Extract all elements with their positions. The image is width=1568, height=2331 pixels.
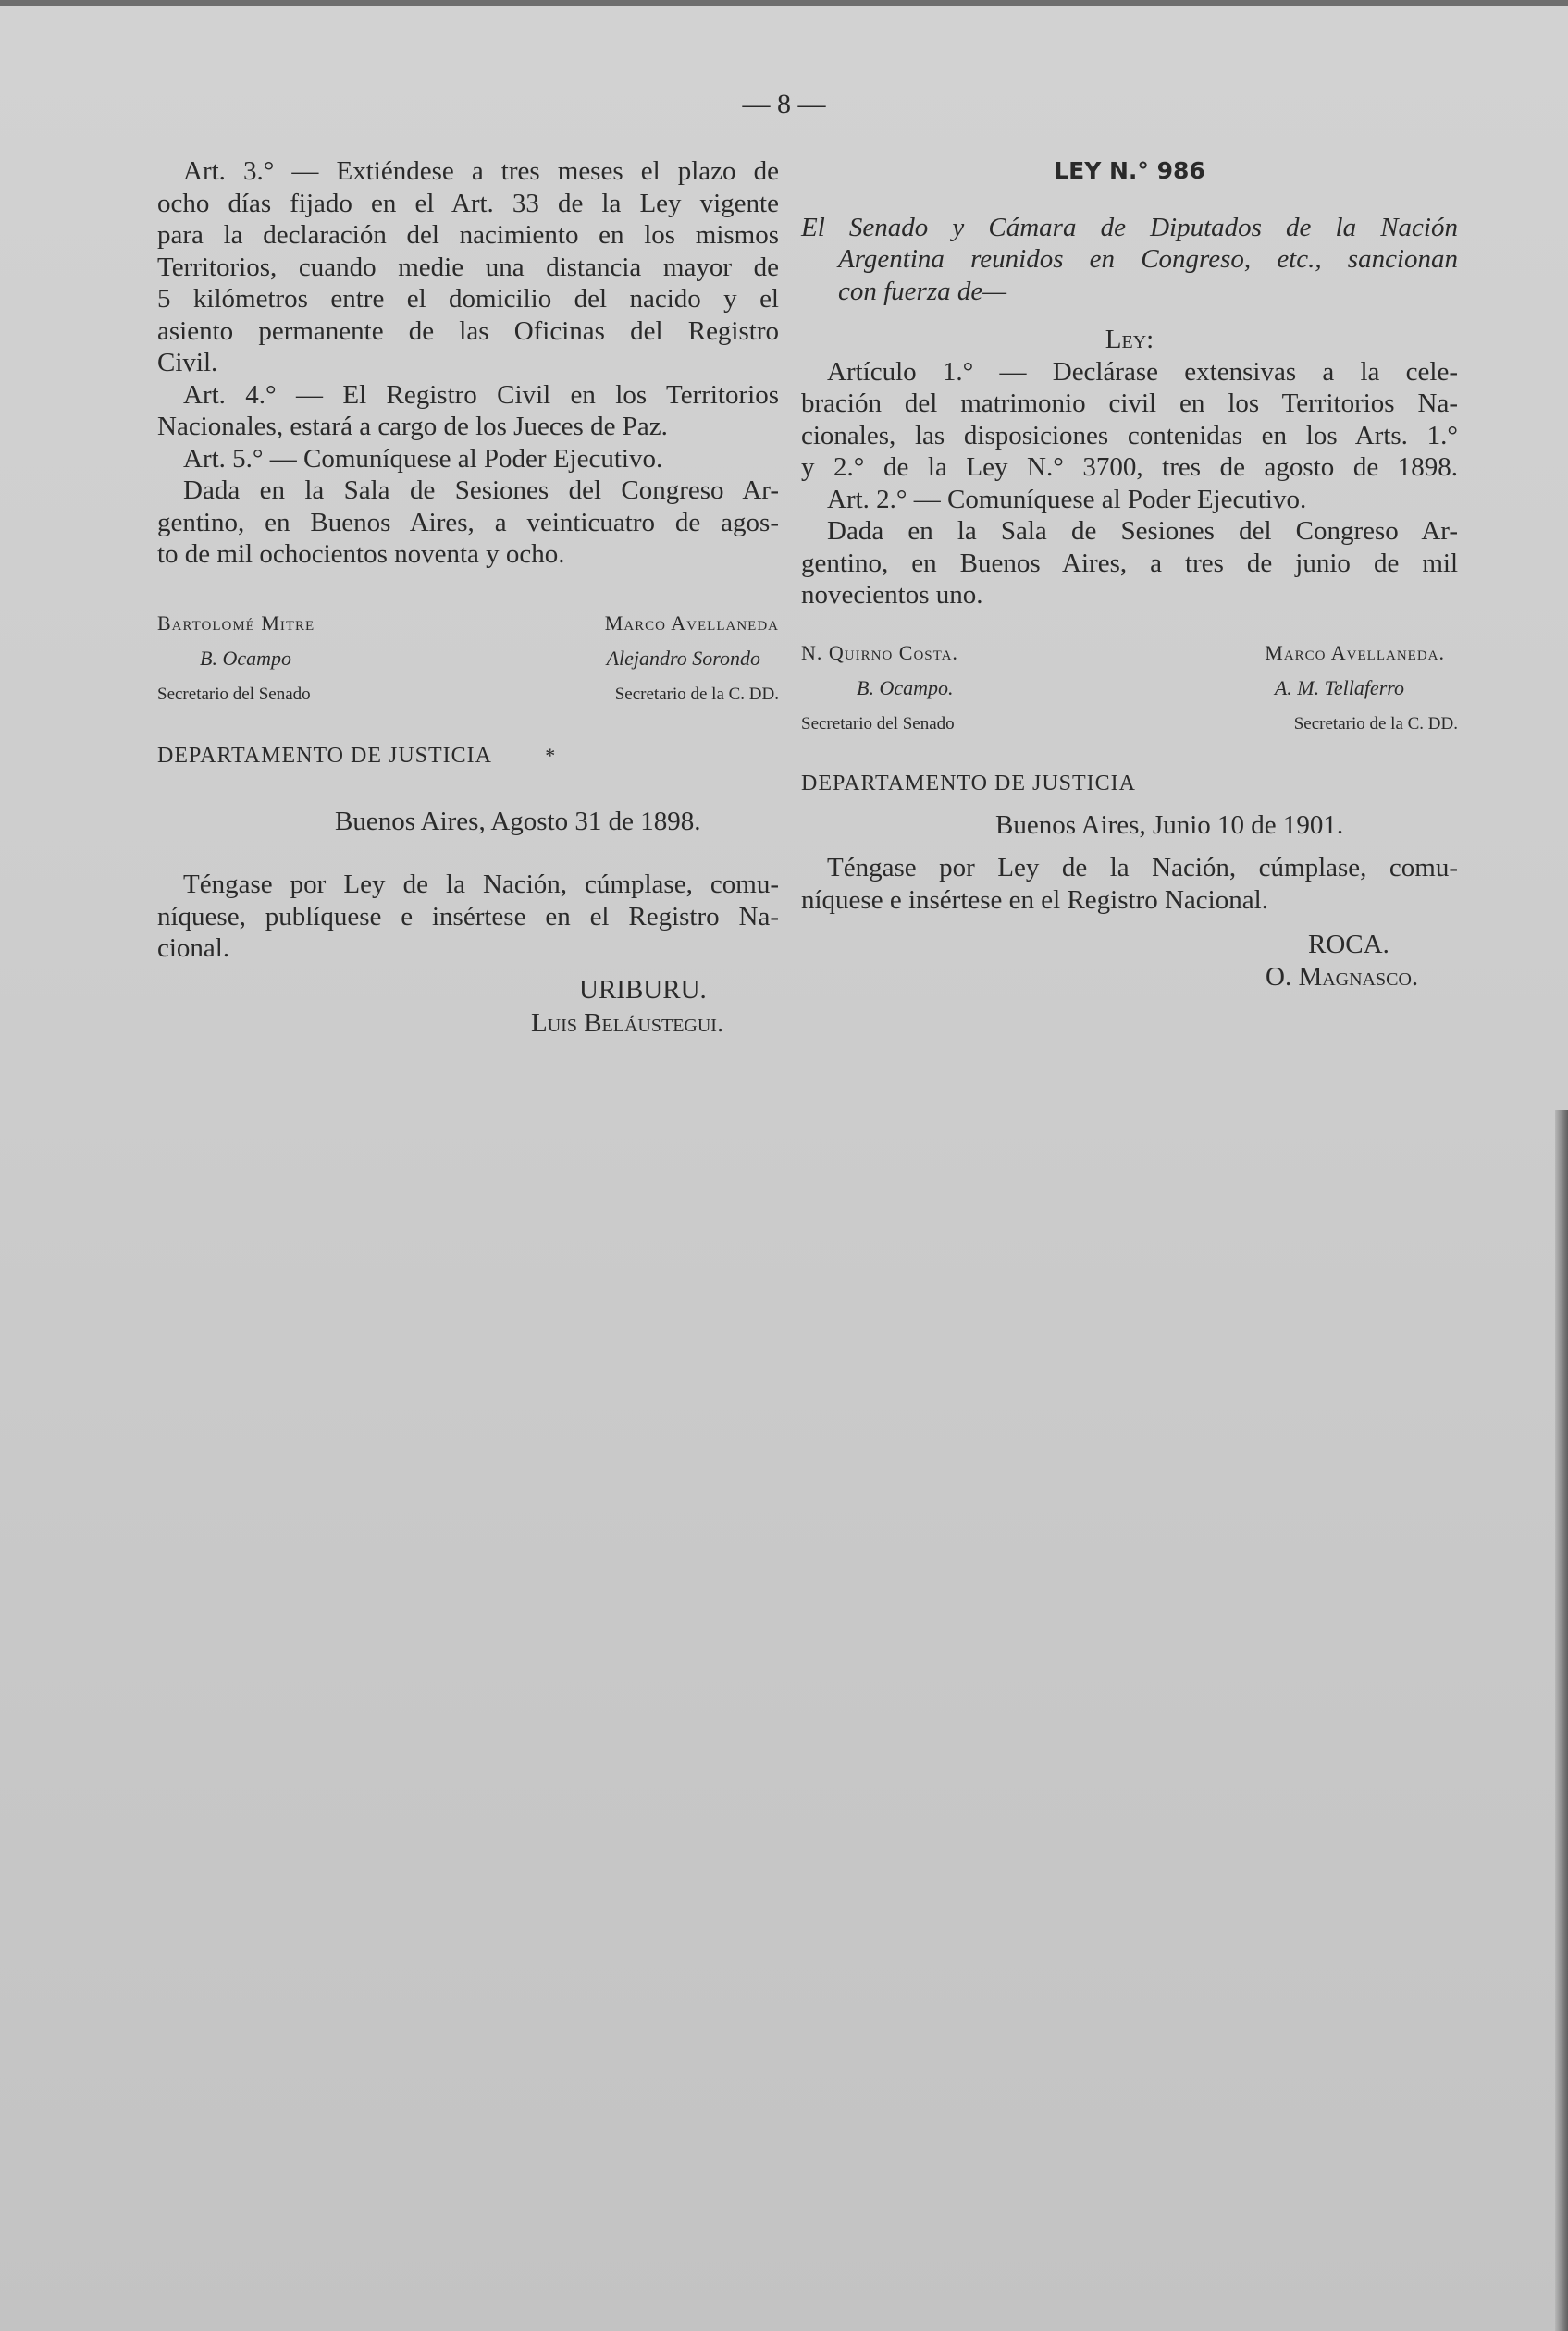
right-preamble: [801, 212, 1458, 308]
left-department-row: [157, 738, 779, 772]
secretary-name: A. M. Tellaferro: [1274, 676, 1404, 699]
left-dada: [157, 475, 779, 571]
text-line: asiento permanente de las Oficinas del Registro: [157, 315, 779, 346]
right-art1: [801, 356, 1458, 484]
right-column: [801, 155, 1458, 993]
secretary-role: Secretario de la C. DD.: [1293, 713, 1458, 734]
left-art3: [157, 155, 779, 379]
text-line: cional.: [157, 933, 230, 963]
right-art2: Art. 2.° — Comuníquese al Poder Ejecutivo.: [827, 484, 1307, 514]
text-line: Argentina reunidos en Congreso, etc., sancionan: [838, 244, 1458, 274]
text-line: Civil.: [157, 348, 218, 377]
text-line: Dada en la Sala de Sesiones del Congreso Ar-: [183, 475, 779, 505]
signature-name: Marco Avellaneda: [604, 610, 779, 635]
text-line: novecientos uno.: [801, 580, 983, 610]
text-line: Nacionales, estará a cargo de los Jueces de Paz.: [157, 412, 668, 441]
secretary-role: Secretario de la C. DD.: [614, 684, 779, 704]
secretary-role: Secretario del Senado: [157, 684, 311, 704]
right-dada: [801, 515, 1458, 611]
department-heading: DEPARTAMENTO DE JUSTICIA: [157, 744, 492, 768]
text-line: cionales, las disposiciones contenidas en los Arts. 1.°: [801, 420, 1458, 450]
executive-signature: ROCA.: [1308, 930, 1389, 959]
text-line: to de mil ochocientos noventa y ocho.: [157, 539, 565, 569]
right-date: Buenos Aires, Junio 10 de 1901.: [995, 809, 1344, 840]
secretary-name: Alejandro Sorondo: [606, 647, 760, 670]
left-art4: [157, 379, 779, 443]
page-number: — 8 —: [742, 89, 826, 119]
text-line: níquese, publíquese e insértese en el Registro Na-: [157, 901, 779, 931]
text-line: ocho días fijado en el Art. 33 de la Ley vigente: [157, 188, 779, 218]
text-line: Art. 3.° — Extiéndese a tres meses el plazo de: [183, 156, 779, 186]
text-line: Dada en la Sala de Sesiones del Congreso Ar-: [827, 516, 1458, 546]
executive-signature: URIBURU.: [579, 974, 707, 1005]
text-line: Téngase por Ley de la Nación, cúmplase, comu-: [183, 870, 779, 899]
page-top-edge: [0, 0, 1568, 6]
signature-name: Marco Avellaneda.: [1265, 640, 1445, 664]
left-date: Buenos Aires, Agosto 31 de 1898.: [335, 806, 701, 836]
text-line: Art. 4.° — El Registro Civil en los Territorios: [183, 379, 779, 410]
text-line: gentino, en Buenos Aires, a tres de junio de mil: [801, 548, 1458, 578]
law-title: LEY N.° 986: [1054, 157, 1205, 184]
left-column: [157, 155, 779, 1040]
text-line: con fuerza de—: [838, 276, 1007, 306]
minister-signature: O. Magnasco.: [1266, 961, 1419, 992]
left-signatures: [157, 608, 779, 711]
page-right-edge: [1555, 1110, 1568, 2331]
text-line: bración del matrimonio civil en los Territorios Na-: [801, 388, 1458, 418]
text-line: Artículo 1.° — Declárase extensivas a la cele-: [827, 356, 1458, 387]
text-line: níquese e insértese en el Registro Nacional.: [801, 884, 1268, 915]
ley-heading: Ley:: [1105, 325, 1154, 354]
left-art5: Art. 5.° — Comuníquese al Poder Ejecutivo.: [183, 443, 663, 474]
text-line: para la declaración del nacimiento en los mismos: [157, 220, 779, 250]
star-mark: *: [545, 744, 556, 767]
secretary-role: Secretario del Senado: [801, 713, 955, 734]
signature-name: N. Quirno Costa.: [801, 640, 958, 664]
text-line: Territorios, cuando medie una distancia mayor de: [157, 252, 779, 282]
department-heading: DEPARTAMENTO DE JUSTICIA: [801, 771, 1136, 796]
secretary-name: B. Ocampo: [200, 647, 291, 670]
text-line: 5 kilómetros entre el domicilio del nacido y el: [157, 284, 779, 314]
text-line: y 2.° de la Ley N.° 3700, tres de agosto de 1898.: [801, 452, 1458, 482]
secretary-name: B. Ocampo.: [857, 676, 954, 699]
right-signatures: [801, 637, 1458, 741]
left-promulgation: [157, 869, 779, 965]
signature-name: Bartolomé Mitre: [157, 610, 315, 635]
text-line: El Senado y Cámara de Diputados de la Nación: [801, 212, 1458, 242]
text-line: Téngase por Ley de la Nación, cúmplase, comu-: [827, 853, 1458, 882]
right-promulgation: [801, 852, 1458, 916]
minister-signature: Luis Beláustegui.: [531, 1008, 724, 1038]
text-line: gentino, en Buenos Aires, a veinticuatro de agos-: [157, 507, 779, 537]
